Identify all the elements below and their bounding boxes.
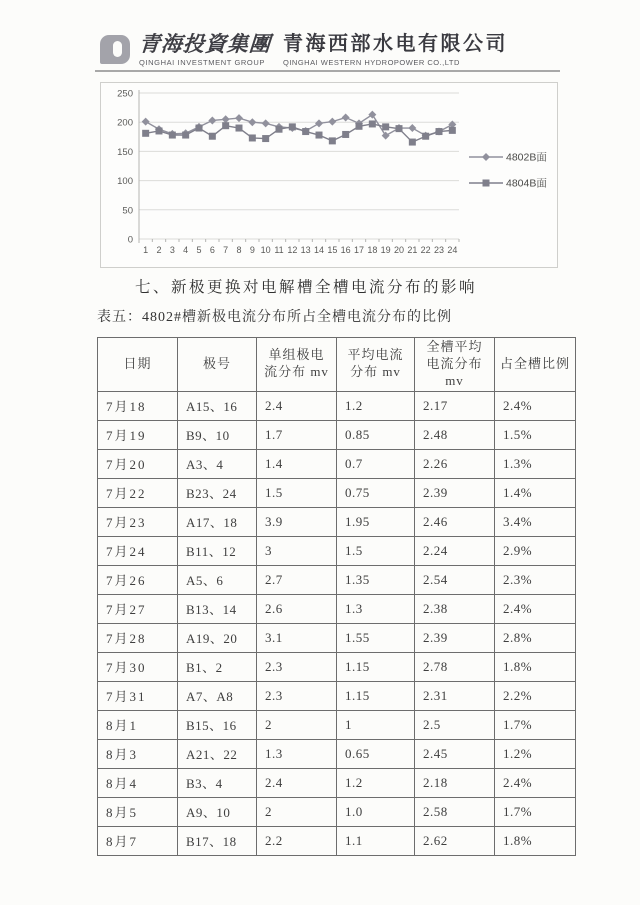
brand-name-chinese: 青海投資集團 (138, 32, 272, 56)
company-block (283, 32, 508, 67)
logo-inner-shape (113, 41, 122, 57)
x-axis-label: 24 (447, 245, 458, 255)
table-cell: 8月5 (98, 797, 178, 826)
table-row (98, 623, 576, 652)
table-cell: 2 (257, 797, 337, 826)
table-cell: 1.5 (337, 536, 415, 565)
table-cell: 1.1 (337, 826, 415, 855)
table-cell: A21、22 (178, 739, 257, 768)
table-cell: B11、12 (178, 536, 257, 565)
series-marker-4804B面 (156, 127, 163, 134)
table-cell: 1.3 (257, 739, 337, 768)
table-row (98, 391, 576, 420)
table-cell: 2.58 (415, 797, 495, 826)
table-cell: 7月19 (98, 420, 178, 449)
y-axis-label: 50 (122, 205, 133, 217)
table-cell: 2.62 (415, 826, 495, 855)
series-marker-4804B面 (396, 125, 403, 132)
table-row (98, 478, 576, 507)
table-cell: 2.45 (415, 739, 495, 768)
table-cell: 2.3 (257, 652, 337, 681)
x-axis-label: 20 (393, 245, 405, 255)
table-cell: 2.8% (495, 623, 576, 652)
x-axis-label: 12 (287, 245, 298, 255)
table-cell: 1.5 (257, 478, 337, 507)
table-row (98, 594, 576, 623)
table-cell: 7月24 (98, 536, 178, 565)
table-cell: 2.26 (415, 449, 495, 478)
table-cell: 1.2% (495, 739, 576, 768)
table-cell: A3、4 (178, 449, 257, 478)
table-row (98, 449, 576, 478)
brand-name-english: QINGHAI INVESTMENT GROUP (139, 58, 265, 67)
table-cell: 1.15 (337, 681, 415, 710)
column-header: 极号 (178, 338, 257, 392)
y-axis-label: 150 (117, 146, 133, 158)
table-cell: 2.54 (415, 565, 495, 594)
x-axis-label: 21 (407, 245, 418, 255)
table-cell: 1.95 (337, 507, 415, 536)
table-cell: 1.7% (495, 710, 576, 739)
table-cell: 2.18 (415, 768, 495, 797)
table-cell: 7月18 (98, 391, 178, 420)
table-cell: 7月20 (98, 449, 178, 478)
table-cell: 2.17 (415, 391, 495, 420)
table-cell: 8月1 (98, 710, 178, 739)
table-row (98, 797, 576, 826)
table-cell: 7月23 (98, 507, 178, 536)
table-cell: 0.65 (337, 739, 415, 768)
series-marker-4804B面 (329, 137, 336, 144)
table-row (98, 565, 576, 594)
table-cell: 7月30 (98, 652, 178, 681)
table-cell: 2.48 (415, 420, 495, 449)
table-cell: 2.6 (257, 594, 337, 623)
column-header: 平均电流分布 mv (337, 338, 415, 392)
series-marker-4804B面 (236, 125, 243, 132)
section-heading: 七、新极更换对电解槽全槽电流分布的影响 (135, 279, 478, 296)
table-cell: 2.9% (495, 536, 576, 565)
table-cell: 2.4 (257, 391, 337, 420)
table-cell: 1.7 (257, 420, 337, 449)
table-row (98, 420, 576, 449)
brand-block (139, 32, 271, 67)
current-distribution-chart (100, 82, 558, 268)
series-marker-4802B面 (262, 119, 270, 127)
x-axis-label: 8 (236, 245, 242, 255)
y-axis-label: 250 (117, 88, 133, 100)
y-axis-label: 0 (127, 234, 133, 246)
series-marker-4802B面 (328, 118, 336, 126)
table-cell: B15、16 (178, 710, 257, 739)
table-cell: 1 (337, 710, 415, 739)
x-axis-label: 4 (183, 245, 189, 255)
table-row (98, 652, 576, 681)
x-axis-label: 6 (209, 245, 215, 255)
table-caption: 表五：4802#槽新极电流分布所占全槽电流分布的比例 (97, 310, 452, 325)
table-row (98, 507, 576, 536)
x-axis-label: 5 (196, 245, 202, 255)
series-marker-4804B面 (382, 123, 389, 130)
table-cell: B3、4 (178, 768, 257, 797)
table-cell: 7月22 (98, 478, 178, 507)
table-cell: A17、18 (178, 507, 257, 536)
series-marker-4804B面 (356, 123, 363, 130)
table-cell: 1.55 (337, 623, 415, 652)
x-axis-label: 13 (300, 245, 311, 255)
table-cell: 8月4 (98, 768, 178, 797)
series-marker-4804B面 (169, 132, 176, 139)
series-marker-4804B面 (196, 125, 203, 132)
series-marker-4804B面 (142, 130, 149, 137)
table-cell: 2.4 (257, 768, 337, 797)
company-name-english: QINGHAI WESTERN HYDROPOWER CO.,LTD (283, 58, 460, 67)
table-cell: A7、A8 (178, 681, 257, 710)
column-header: 单组极电流分布 mv (257, 338, 337, 392)
legend-entry-label: 4802B面 (506, 151, 547, 164)
table-body (98, 391, 576, 855)
table-header-row (98, 338, 576, 392)
column-header: 全槽平均电流分布 mv (415, 338, 495, 392)
series-marker-4804B面 (449, 127, 456, 134)
table-cell: 7月28 (98, 623, 178, 652)
x-axis-label: 1 (143, 245, 149, 255)
table-cell: 1.0 (337, 797, 415, 826)
x-axis-label: 7 (223, 245, 229, 255)
current-ratio-table (97, 337, 576, 856)
table-cell: 1.35 (337, 565, 415, 594)
table-cell: 1.2 (337, 391, 415, 420)
table-cell: 2.4% (495, 391, 576, 420)
table-cell: B1、2 (178, 652, 257, 681)
legend-entry-label: 4804B面 (506, 177, 547, 190)
series-marker-4802B面 (235, 114, 243, 122)
table-cell: 8月7 (98, 826, 178, 855)
table-cell: 2.39 (415, 478, 495, 507)
x-axis-label: 2 (156, 245, 162, 255)
table-row (98, 710, 576, 739)
x-axis-label: 19 (380, 245, 391, 255)
series-marker-4804B面 (436, 128, 443, 135)
table-cell: 1.3% (495, 449, 576, 478)
table-cell: 2.38 (415, 594, 495, 623)
table-cell: 1.8% (495, 652, 576, 681)
series-marker-4804B面 (409, 139, 416, 146)
table-cell: 1.2 (337, 768, 415, 797)
series-marker-4804B面 (342, 131, 349, 138)
column-header: 日期 (98, 338, 178, 392)
table-cell: 1.5% (495, 420, 576, 449)
table-cell: 2 (257, 710, 337, 739)
table-cell: 7月26 (98, 565, 178, 594)
qinghai-investment-logo-icon (100, 35, 130, 64)
table-cell: 2.4% (495, 594, 576, 623)
series-marker-4802B面 (208, 116, 216, 124)
table-cell: 2.4% (495, 768, 576, 797)
table-cell: 2.31 (415, 681, 495, 710)
series-marker-4804B面 (209, 133, 216, 140)
table-cell: 3.9 (257, 507, 337, 536)
table-cell: B9、10 (178, 420, 257, 449)
y-axis-label: 100 (117, 176, 133, 188)
table-cell: 3 (257, 536, 337, 565)
legend-marker-square (483, 180, 490, 187)
table-cell: A9、10 (178, 797, 257, 826)
series-marker-4802B面 (382, 132, 390, 140)
table-row (98, 768, 576, 797)
legend-marker-diamond (482, 153, 490, 161)
table-cell: 2.2 (257, 826, 337, 855)
x-axis-label: 18 (367, 245, 378, 255)
table-cell: 8月3 (98, 739, 178, 768)
table-cell: 2.3 (257, 681, 337, 710)
table-cell: 0.7 (337, 449, 415, 478)
x-axis-label: 16 (340, 245, 351, 255)
series-marker-4804B面 (262, 135, 269, 142)
series-marker-4802B面 (342, 114, 350, 122)
table-cell: 0.85 (337, 420, 415, 449)
table-cell: 2.78 (415, 652, 495, 681)
table-row (98, 739, 576, 768)
x-axis-label: 9 (249, 245, 255, 255)
table-cell: 2.46 (415, 507, 495, 536)
table-cell: 1.4% (495, 478, 576, 507)
table-cell: 1.4 (257, 449, 337, 478)
series-marker-4802B面 (368, 111, 376, 119)
header-divider (95, 70, 560, 72)
x-axis-label: 23 (433, 245, 445, 255)
table-cell: 7月31 (98, 681, 178, 710)
series-marker-4804B面 (249, 134, 256, 141)
table-cell: 2.39 (415, 623, 495, 652)
series-marker-4804B面 (316, 132, 323, 139)
x-axis-label: 17 (353, 245, 365, 255)
table-row (98, 536, 576, 565)
table-cell: 3.1 (257, 623, 337, 652)
table-cell: 2.5 (415, 710, 495, 739)
column-header: 占全槽比例 (495, 338, 576, 392)
x-axis-label: 14 (313, 245, 325, 255)
table-cell: 3.4% (495, 507, 576, 536)
company-letterhead (100, 32, 508, 67)
table-cell: 2.2% (495, 681, 576, 710)
table-row (98, 681, 576, 710)
table-cell: A15、16 (178, 391, 257, 420)
series-marker-4802B面 (408, 124, 416, 132)
table-cell: 1.15 (337, 652, 415, 681)
series-marker-4802B面 (315, 119, 323, 127)
table-row (98, 826, 576, 855)
x-axis-label: 22 (420, 245, 431, 255)
y-axis-label: 200 (117, 117, 133, 129)
table-cell: 1.7% (495, 797, 576, 826)
table-cell: 2.24 (415, 536, 495, 565)
series-marker-4804B面 (369, 120, 376, 127)
series-marker-4802B面 (142, 118, 150, 126)
table-cell: A5、6 (178, 565, 257, 594)
company-name-chinese: 青海西部水电有限公司 (283, 33, 508, 55)
series-marker-4804B面 (222, 122, 229, 129)
series-marker-4802B面 (248, 118, 256, 126)
x-axis-label: 11 (274, 245, 284, 255)
table-cell: 7月27 (98, 594, 178, 623)
x-axis-label: 3 (169, 245, 175, 255)
table-cell: B13、14 (178, 594, 257, 623)
table-cell: B17、18 (178, 826, 257, 855)
table-cell: 0.75 (337, 478, 415, 507)
series-marker-4804B面 (182, 132, 189, 139)
table-cell: 2.3% (495, 565, 576, 594)
table-cell: B23、24 (178, 478, 257, 507)
table-cell: 1.3 (337, 594, 415, 623)
table-cell: A19、20 (178, 623, 257, 652)
table-header (98, 338, 576, 392)
series-marker-4804B面 (302, 128, 309, 135)
chart-svg (101, 83, 557, 267)
table-cell: 1.8% (495, 826, 576, 855)
series-marker-4804B面 (276, 126, 283, 133)
table-cell: 2.7 (257, 565, 337, 594)
series-marker-4804B面 (289, 123, 296, 130)
x-axis-label: 15 (327, 245, 338, 255)
series-line-4804B面 (146, 124, 453, 142)
series-marker-4804B面 (422, 133, 429, 140)
x-axis-label: 10 (260, 245, 271, 255)
